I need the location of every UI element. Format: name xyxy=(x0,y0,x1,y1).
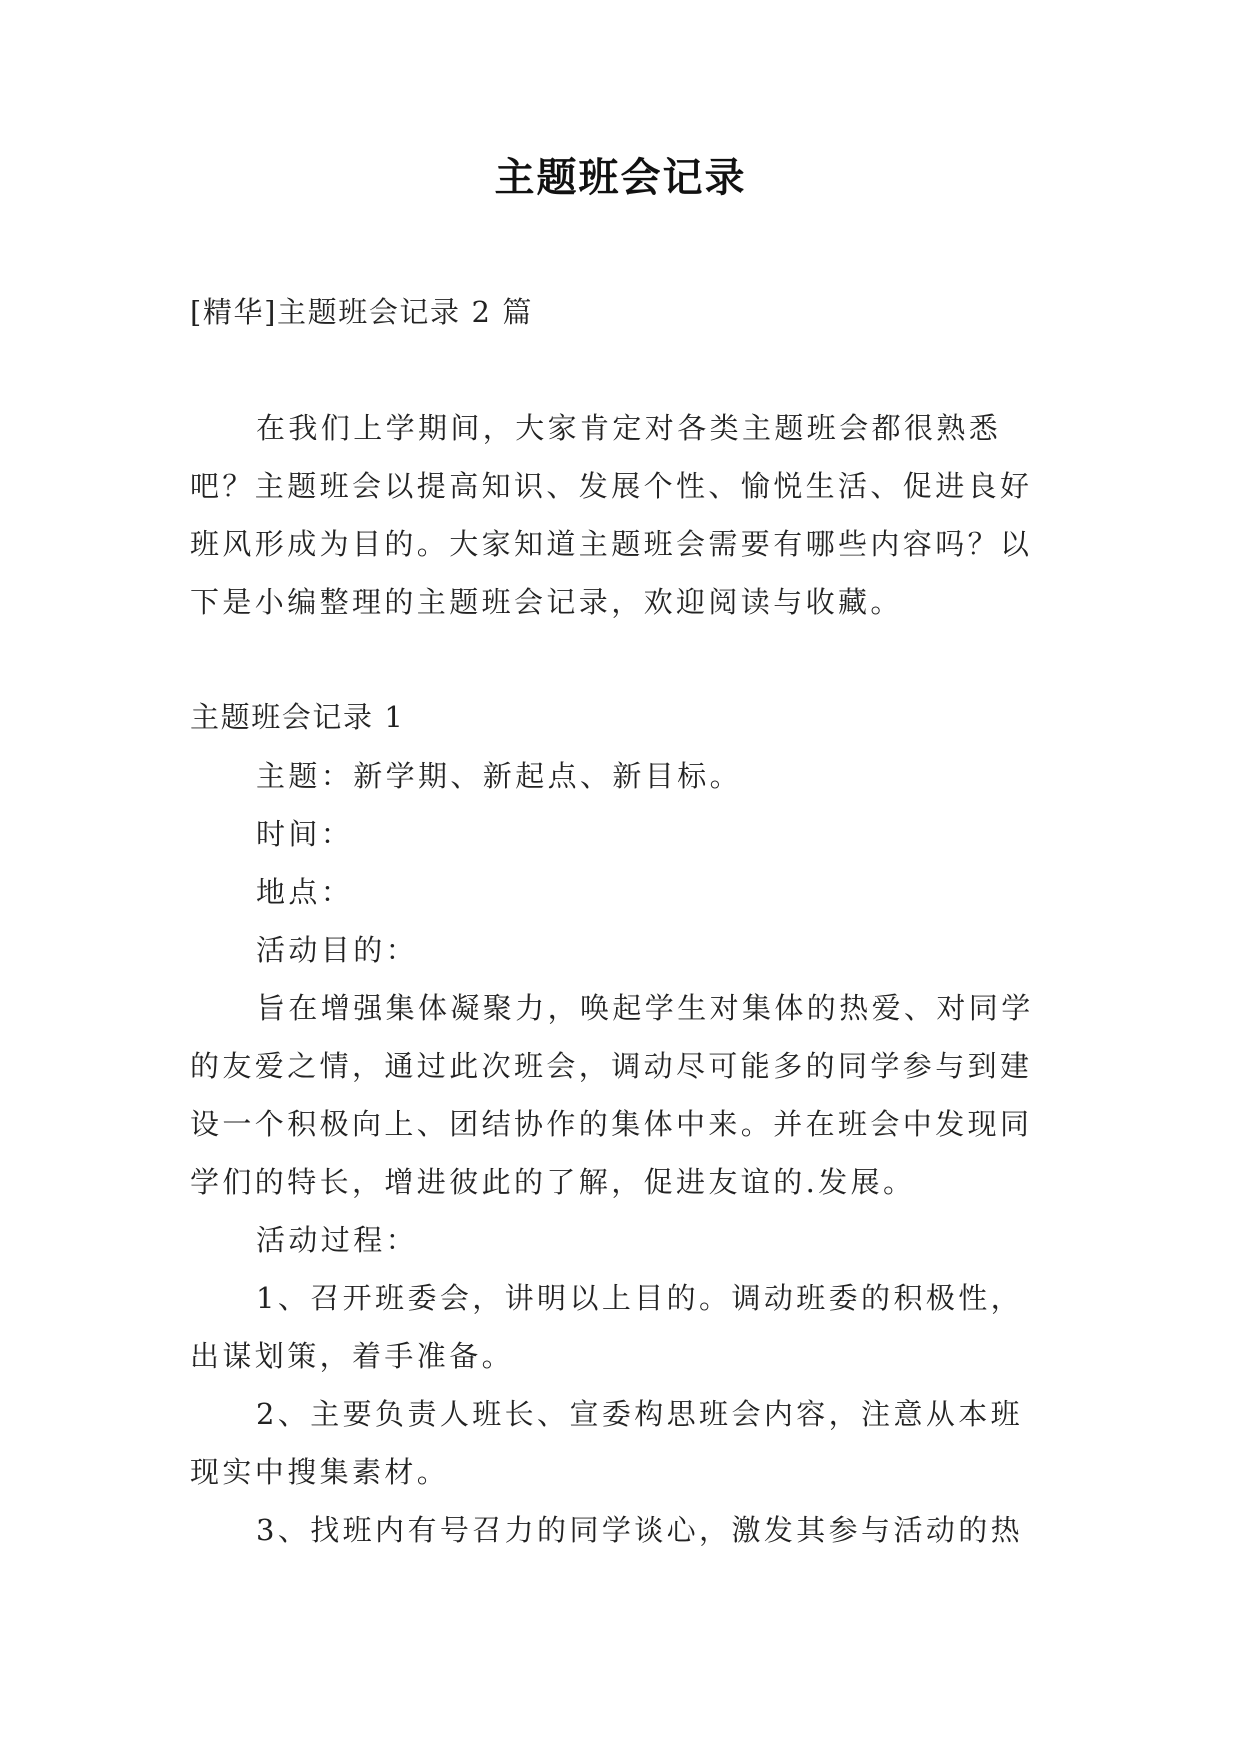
step-line: 2、主要负责人班长、宣委构思班会内容，注意从本班 xyxy=(256,1397,1024,1431)
intro-line: 在我们上学期间，大家肯定对各类主题班会都很熟悉 xyxy=(256,411,1002,445)
step-line: 出谋划策，着手准备。 xyxy=(190,1339,515,1373)
document-title: 主题班会记录 xyxy=(494,155,747,201)
process-label: 活动过程： xyxy=(256,1223,419,1257)
intro-line: 班风形成为目的。大家知道主题班会需要有哪些内容吗？以 xyxy=(190,527,1033,561)
intro-line: 吧？主题班会以提高知识、发展个性、愉悦生活、促进良好 xyxy=(190,469,1033,503)
step-line: 3、找班内有号召力的同学谈心，激发其参与活动的热 xyxy=(256,1513,1024,1547)
purpose-label: 活动目的： xyxy=(256,933,419,967)
place-line: 地点： xyxy=(256,875,354,909)
purpose-line: 的友爱之情，通过此次班会，调动尽可能多的同学参与到建 xyxy=(190,1049,1033,1083)
section-heading: 主题班会记录 1 xyxy=(190,700,405,734)
document-subtitle: [精华]主题班会记录 2 篇 xyxy=(190,295,533,329)
purpose-line: 旨在增强集体凝聚力，唤起学生对集体的热爱、对同学 xyxy=(256,991,1034,1025)
step-line: 现实中搜集素材。 xyxy=(190,1455,450,1489)
purpose-line: 学们的特长，增进彼此的了解，促进友谊的.发展。 xyxy=(190,1165,916,1199)
time-line: 时间： xyxy=(256,817,354,851)
purpose-line: 设一个积极向上、团结协作的集体中来。并在班会中发现同 xyxy=(190,1107,1033,1141)
step-line: 1、召开班委会，讲明以上目的。调动班委的积极性， xyxy=(256,1281,1024,1315)
intro-line: 下是小编整理的主题班会记录，欢迎阅读与收藏。 xyxy=(190,585,903,619)
topic-line: 主题：新学期、新起点、新目标。 xyxy=(256,759,743,793)
